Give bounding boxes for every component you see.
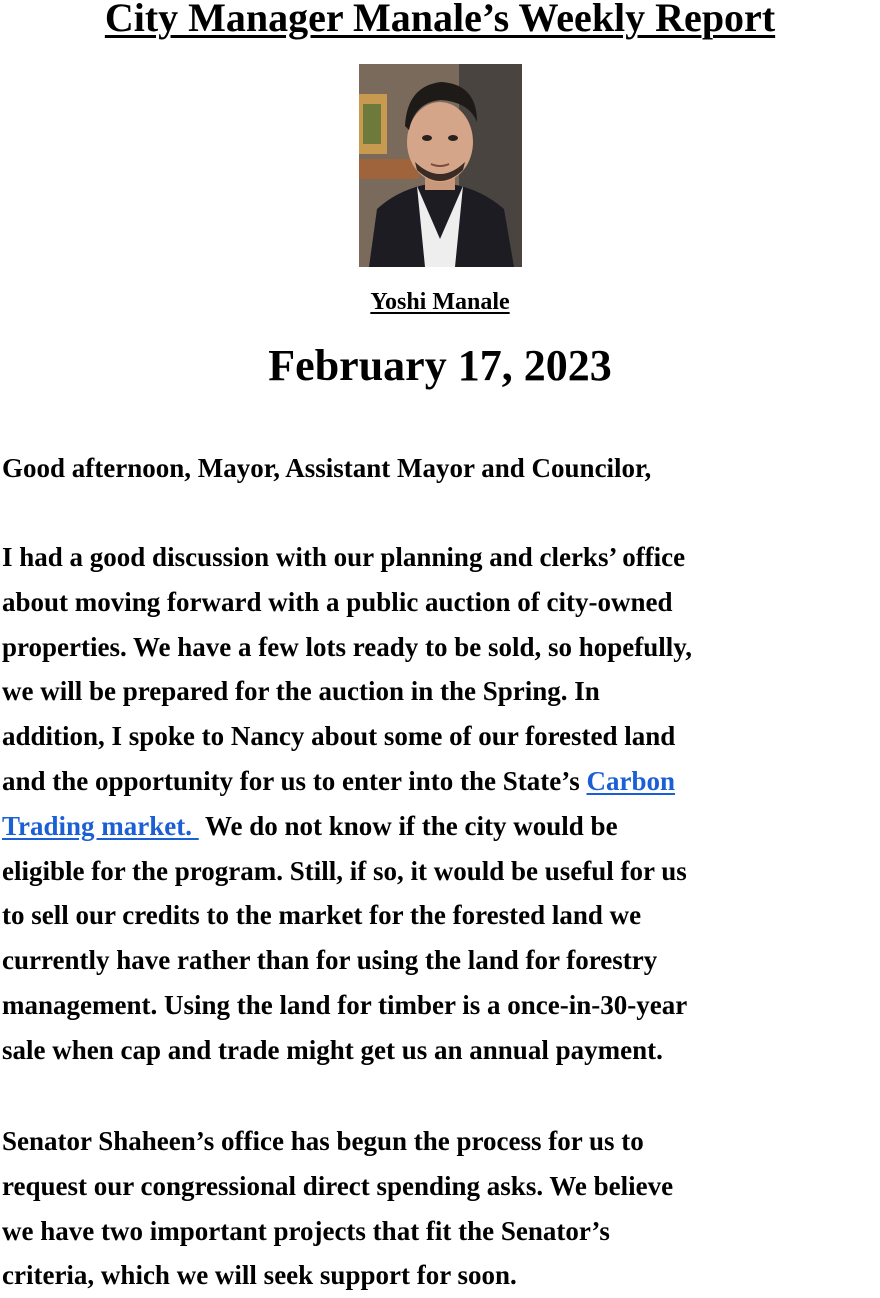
paragraph-line xyxy=(2,804,880,849)
paragraph-line: eligible for the program. Still, if so, it would be useful for us xyxy=(2,855,687,886)
author-photo xyxy=(359,64,522,267)
paragraph-line xyxy=(2,759,880,804)
report-date: February 17, 2023 xyxy=(268,341,612,390)
paragraph-line: currently have rather than for using the land for forestry xyxy=(2,945,658,976)
greeting xyxy=(2,446,880,491)
paragraph-auction xyxy=(2,535,880,1073)
paragraph-line: properties. We have a few lots ready to be sold, so hopefully, xyxy=(2,631,693,662)
carbon-trading-link-part2[interactable]: Trading market. xyxy=(2,810,199,841)
paragraph-text: and the opportunity for us to enter into the State’s xyxy=(2,765,587,796)
paragraph-line: we have two important projects that fit the Senator’s xyxy=(2,1215,610,1246)
paragraph-line: addition, I spoke to Nancy about some of our forested land xyxy=(2,721,676,752)
paragraph-line: I had a good discussion with our planning and clerks’ office xyxy=(2,542,686,572)
paragraph-line: criteria, which we will seek support for soon. xyxy=(2,1260,517,1291)
author-name: Yoshi Manale xyxy=(370,289,510,315)
paragraph-senator xyxy=(2,1119,880,1298)
paragraph-line: to sell our credits to the market for the forested land we xyxy=(2,900,642,931)
paragraph-line: about moving forward with a public auction of city-owned xyxy=(2,586,673,617)
paragraph-line: we will be prepared for the auction in the Spring. In xyxy=(2,676,600,707)
paragraph-line: Senator Shaheen’s office has begun the process for us to xyxy=(2,1126,644,1156)
paragraph-line: management. Using the land for timber is a once-in-30-year xyxy=(2,989,688,1020)
paragraph-text: We do not know if the city would be xyxy=(198,810,618,841)
report-title: City Manager Manale’s Weekly Report xyxy=(104,0,776,40)
paragraph-line: sale when cap and trade might get us an annual payment. xyxy=(2,1034,663,1065)
greeting-line: Good afternoon, Mayor, Assistant Mayor and Councilor, xyxy=(2,453,652,483)
paragraph-line: request our congressional direct spending asks. We believe xyxy=(2,1170,674,1201)
carbon-trading-link-part1[interactable]: Carbon xyxy=(586,765,676,796)
